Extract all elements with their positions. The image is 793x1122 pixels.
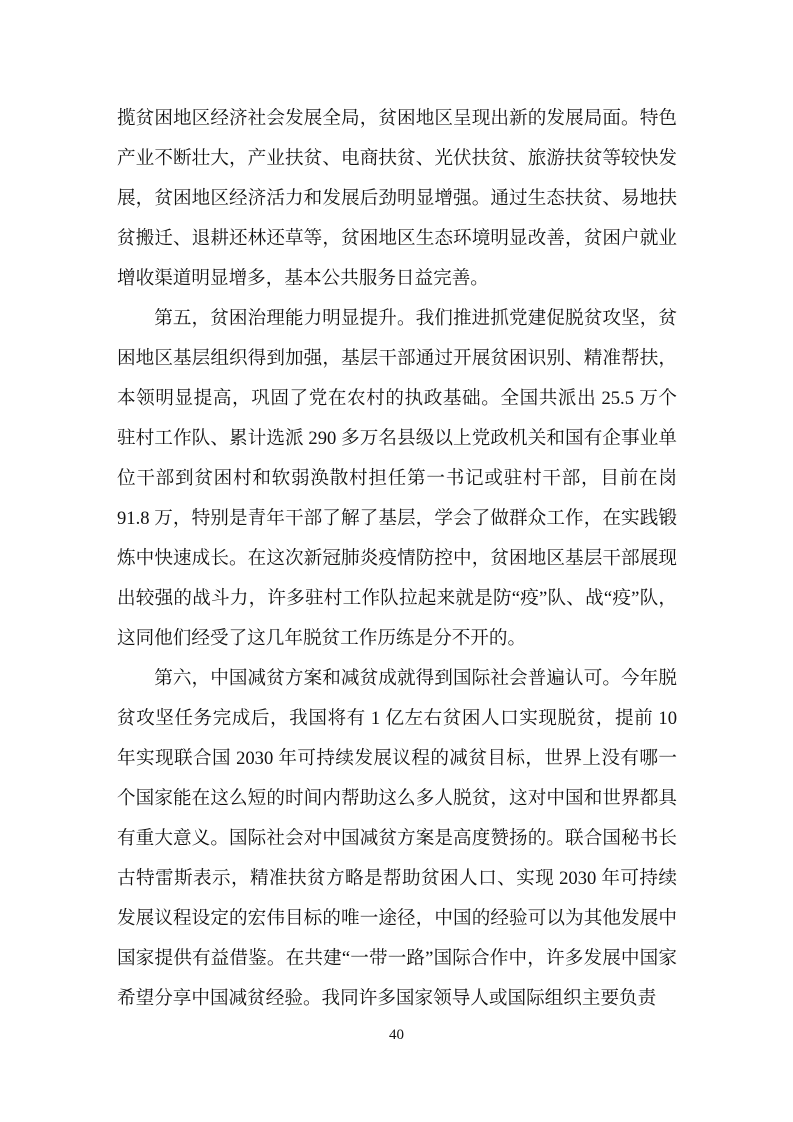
page-number: 40 — [389, 1027, 404, 1043]
page-body-text — [117, 99, 677, 1019]
page-footer — [0, 1026, 793, 1044]
body-paragraph-3: 第六，中国减贫方案和减贫成就得到国际社会普遍认可。今年脱贫攻坚任务完成后，我国将有 1 亿左右贫困人口实现脱贫，提前 10 年实现联合国 2030 年可持续发展议程的减贫目标，世界上没有哪一个国家能在这么短的时间内帮助这么多人脱贫，这对中国和世界都具有重大意义。国际社会对中国减贫方案是高度赞扬的。联合国秘书长古特雷斯表示，精准扶贫方略是帮助贫困人口、实现 2030 年可持续发展议程设定的宏伟目标的唯一途径，中国的经验可以为其他发展中国家提供有益借鉴。在共建“一带一路”国际合作中，许多发展中国家希望分享中国减贫经验。我同许多国家领导人或国际组织主要负责 — [117, 668, 677, 1009]
body-paragraph-1: 揽贫困地区经济社会发展全局，贫困地区呈现出新的发展局面。特色产业不断壮大，产业扶贫、电商扶贫、光伏扶贫、旅游扶贫等较快发展，贫困地区经济活力和发展后劲明显增强。通过生态扶贫、易地扶贫搬迁、退耕还林还草等，贫困地区生态环境明显改善，贫困户就业增收渠道明显增多，基本公共服务日益完善。 — [117, 108, 677, 289]
body-paragraph-2: 第五，贫困治理能力明显提升。我们推进抓党建促脱贫攻坚，贫困地区基层组织得到加强，基层干部通过开展贫困识别、精准帮扶，本领明显提高，巩固了党在农村的执政基础。全国共派出 25.5 万个驻村工作队、累计选派 290 多万名县级以上党政机关和国有企事业单位干部到贫困村和软弱涣散村担任第一书记或驻村干部，目前在岗 91.8 万，特别是青年干部了解了基层，学会了做群众工作，在实践锻炼中快速成长。在这次新冠肺炎疫情防控中，贫困地区基层干部展现出较强的战斗力，许多驻村工作队拉起来就是防“疫”队、战“疫”队，这同他们经受了这几年脱贫工作历练是分不开的。 — [117, 308, 677, 649]
